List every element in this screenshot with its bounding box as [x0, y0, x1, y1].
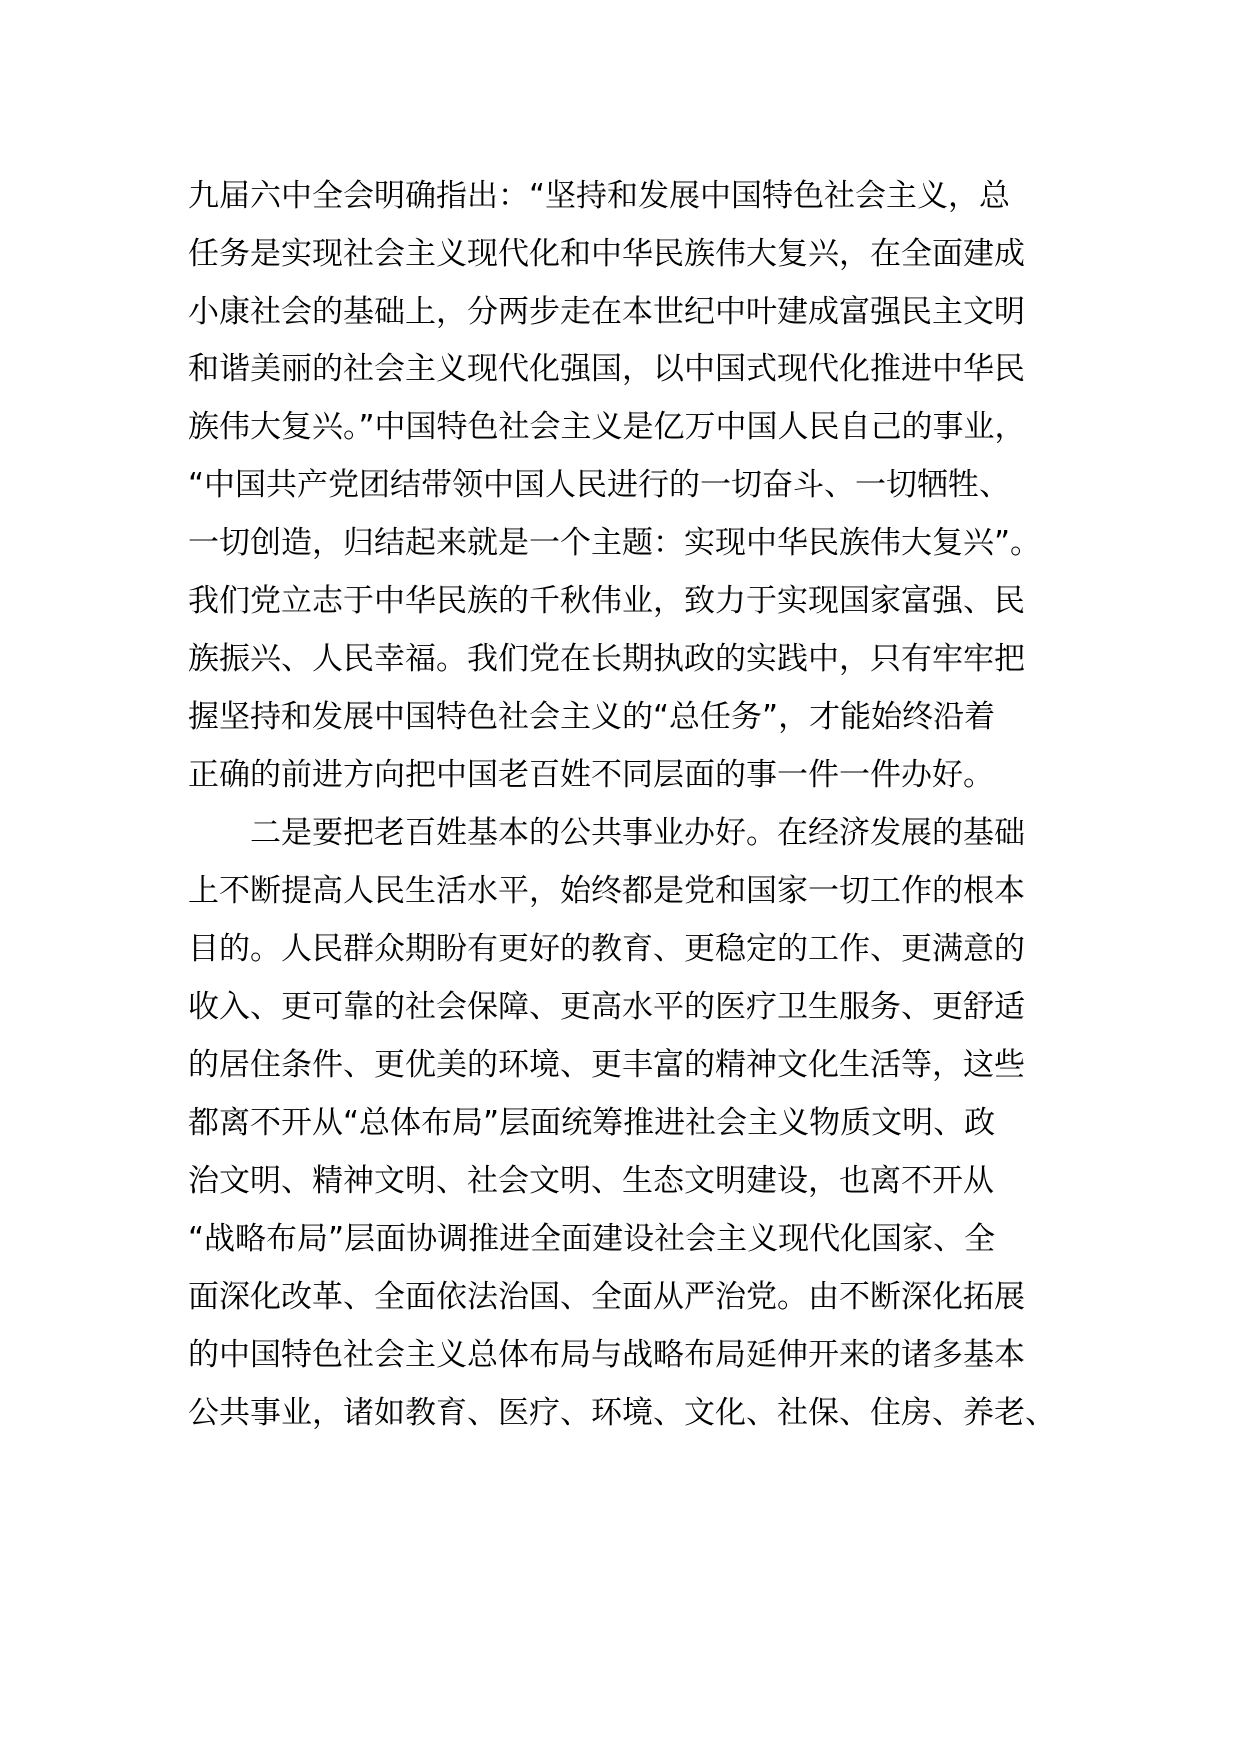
- text-line: 小康社会的基础上，分两步走在本世纪中叶建成富强民主文明: [188, 294, 1025, 330]
- text-line: 我们党立志于中华民族的千秋伟业，致力于实现国家富强、民: [188, 583, 1025, 619]
- text-line: 族振兴、人民幸福。我们党在长期执政的实践中，只有牢牢把: [188, 641, 1025, 677]
- text-line: 一切创造，归结起来就是一个主题：实现中华民族伟大复兴”。: [188, 525, 1042, 561]
- text-line: 上不断提高人民生活水平，始终都是党和国家一切工作的根本: [188, 873, 1025, 909]
- text-line: 都离不开从“总体布局”层面统筹推进社会主义物质文明、政: [188, 1105, 996, 1141]
- text-line: 的中国特色社会主义总体布局与战略布局延伸开来的诸多基本: [188, 1337, 1025, 1373]
- text-line: “战略布局”层面协调推进全面建设社会主义现代化国家、全: [188, 1221, 996, 1257]
- text-line: 目的。人民群众期盼有更好的教育、更稳定的工作、更满意的: [188, 931, 1025, 967]
- text-line: 族伟大复兴。”中国特色社会主义是亿万中国人民自己的事业，: [188, 409, 1026, 445]
- text-line: 和谐美丽的社会主义现代化强国，以中国式现代化推进中华民: [188, 351, 1025, 387]
- text-line: 的居住条件、更优美的环境、更丰富的精神文化生活等，这些: [188, 1047, 1025, 1083]
- text-line: 握坚持和发展中国特色社会主义的“总任务”，才能始终沿着: [188, 699, 996, 735]
- text-line: 面深化改革、全面依法治国、全面从严治党。由不断深化拓展: [188, 1279, 1025, 1315]
- text-line: 治文明、精神文明、社会文明、生态文明建设，也离不开从: [188, 1163, 994, 1199]
- text-line: 正确的前进方向把中国老百姓不同层面的事一件一件办好。: [188, 757, 994, 793]
- paragraph-first-line: 二是要把老百姓基本的公共事业办好。在经济发展的基础: [250, 815, 1025, 851]
- text-line: 公共事业，诸如教育、医疗、环境、文化、社保、住房、养老、: [188, 1395, 1056, 1431]
- text-line: 九届六中全会明确指出：“坚持和发展中国特色社会主义，总: [188, 178, 1011, 214]
- text-line: “中国共产党团结带领中国人民进行的一切奋斗、一切牺牲、: [188, 467, 1011, 503]
- text-line: 收入、更可靠的社会保障、更高水平的医疗卫生服务、更舒适: [188, 989, 1025, 1025]
- text-line: 任务是实现社会主义现代化和中华民族伟大复兴，在全面建成: [188, 236, 1025, 272]
